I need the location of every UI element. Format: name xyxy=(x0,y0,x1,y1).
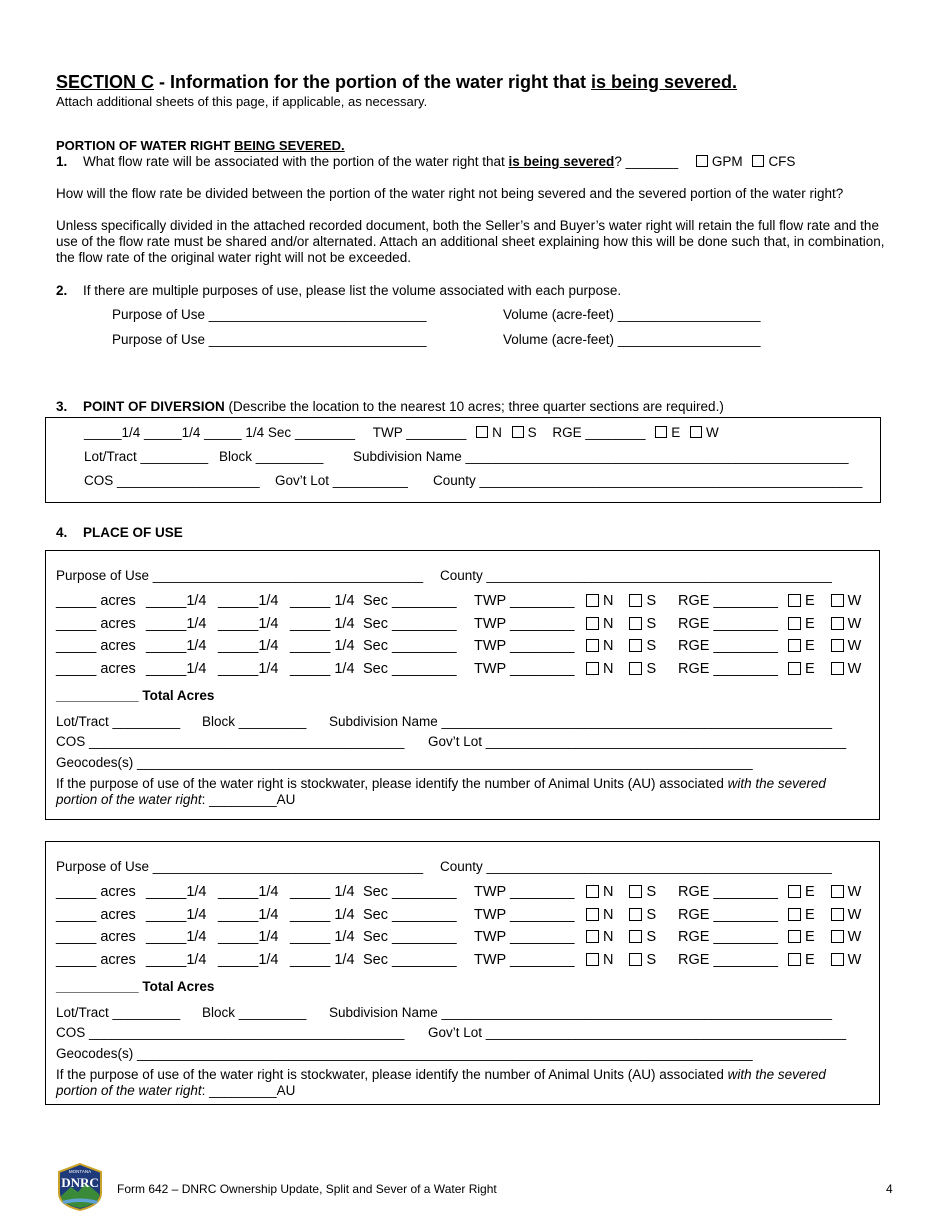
pou-south-label: S xyxy=(646,884,657,900)
pou-west-checkbox[interactable] xyxy=(831,930,844,943)
pou-north-checkbox[interactable] xyxy=(586,662,599,675)
pou-ns-group xyxy=(580,929,656,945)
pou-rge-field[interactable]: RGE ________ xyxy=(678,615,778,632)
pod-county-field[interactable]: County ___________________________________________________ xyxy=(433,473,863,488)
pou-east-checkbox[interactable] xyxy=(788,930,801,943)
pou-acres-field[interactable]: _____ acres xyxy=(56,906,136,923)
pou-east-checkbox[interactable] xyxy=(788,662,801,675)
section-title xyxy=(56,72,737,93)
pou-ew-group xyxy=(782,638,861,654)
pou-south-label: S xyxy=(646,593,657,609)
pou-quarter-1-field[interactable]: _____1/4 xyxy=(146,929,207,945)
pou-south-checkbox[interactable] xyxy=(629,662,642,675)
pou-sec-field[interactable]: Sec ________ xyxy=(363,593,457,609)
pou-north-label: N xyxy=(603,906,614,923)
pou-ew-group xyxy=(782,593,861,609)
pou-west-wrapper xyxy=(825,884,862,900)
pou-quarter-1-field[interactable]: _____1/4 xyxy=(146,906,207,923)
pod-north-checkbox[interactable] xyxy=(476,426,488,438)
pou-ns-group xyxy=(580,884,656,900)
pou-lot-tract-field[interactable]: Lot/Tract _________ xyxy=(56,714,181,729)
pou-east-checkbox[interactable] xyxy=(788,594,801,607)
flow-question: How will the flow rate be divided between the portion of the water right not being severed and the severed portion of the water right? xyxy=(56,186,844,201)
pou-west-wrapper xyxy=(825,616,862,632)
pou-twp-field[interactable]: TWP ________ xyxy=(474,660,575,677)
pou-quarter-3-field[interactable]: _____ 1/4 xyxy=(290,929,355,945)
pou-animal-units-field[interactable]: : _________AU xyxy=(201,1083,296,1098)
pou-south-checkbox[interactable] xyxy=(629,617,642,630)
q1-number: 1. xyxy=(56,154,68,169)
pou-quarter-2-field[interactable]: _____1/4 xyxy=(218,593,279,609)
pou-north-label: N xyxy=(603,951,614,968)
pou-geocodes-field[interactable]: Geocodes(s) __________________________________________________________________________________ xyxy=(56,1046,753,1061)
pou-north-label: N xyxy=(603,929,614,945)
volume-field-1[interactable]: Volume (acre-feet) ___________________ xyxy=(503,307,761,322)
pou-stockwater-italic: with the severed xyxy=(727,1067,826,1082)
question-1 xyxy=(56,154,795,169)
pou-east-label: E xyxy=(805,929,815,945)
pou-south-wrapper xyxy=(623,952,656,968)
pou-west-checkbox[interactable] xyxy=(831,617,844,630)
pod-subdivision-field[interactable]: Subdivision Name ___________________________________________________ xyxy=(353,449,849,464)
pou-north-label: N xyxy=(603,615,614,632)
logo-text: DNRC xyxy=(61,1175,99,1190)
pou-north-checkbox[interactable] xyxy=(586,908,599,921)
pou-west-wrapper xyxy=(825,593,862,609)
pou-acres-field[interactable]: _____ acres xyxy=(56,951,136,968)
pou-west-checkbox[interactable] xyxy=(831,953,844,966)
q2-text: If there are multiple purposes of use, please list the volume associated with each purpose. xyxy=(83,283,622,298)
section-title-emphasis: is being severed. xyxy=(590,72,738,92)
pou-county-field[interactable]: County ______________________________________________ xyxy=(440,568,832,583)
flow-rate-field[interactable]: ? _______ xyxy=(614,154,679,169)
pou-block-field[interactable]: Block _________ xyxy=(202,1005,307,1020)
pou-south-wrapper xyxy=(623,593,656,609)
volume-field-2[interactable]: Volume (acre-feet) ___________________ xyxy=(503,332,761,347)
pou-north-checkbox[interactable] xyxy=(586,953,599,966)
pou-ns-group xyxy=(580,593,656,609)
pou-purpose-field[interactable]: Purpose of Use ____________________________________ xyxy=(56,568,424,583)
pod-lot-tract-field[interactable]: Lot/Tract _________ xyxy=(84,449,209,464)
pou-west-wrapper xyxy=(825,952,862,968)
pod-quarters-field[interactable]: _____1/4 _____1/4 _____ 1/4 Sec ________ xyxy=(84,425,356,440)
pou-stockwater-question xyxy=(56,1067,866,1099)
pou-quarter-3-field[interactable]: _____ 1/4 xyxy=(290,884,355,900)
cfs-label: CFS xyxy=(768,154,796,169)
pou-north-checkbox[interactable] xyxy=(586,639,599,652)
footer-page-number: 4 xyxy=(886,1182,893,1196)
pou-quarter-3-field[interactable]: _____ 1/4 xyxy=(290,906,355,923)
pou-sec-field[interactable]: Sec ________ xyxy=(363,660,457,677)
pod-twp-field[interactable]: TWP ________ xyxy=(372,425,467,440)
pou-ew-group xyxy=(782,952,861,968)
pou-quarter-2-field[interactable]: _____1/4 xyxy=(218,615,279,632)
section-subtitle: Attach additional sheets of this page, if applicable, as necessary. xyxy=(56,94,428,109)
pou-county-field[interactable]: County ______________________________________________ xyxy=(440,859,832,874)
pou-south-wrapper xyxy=(623,907,656,923)
pod-block-field[interactable]: Block _________ xyxy=(219,449,324,464)
pod-legal-description xyxy=(84,425,719,440)
pod-south-label: S xyxy=(527,425,537,440)
pou-purpose-field[interactable]: Purpose of Use ____________________________________ xyxy=(56,859,424,874)
pou-ew-group xyxy=(782,907,861,923)
q3-number: 3. xyxy=(56,399,68,414)
purpose-of-use-field-2[interactable]: Purpose of Use _____________________________ xyxy=(112,332,427,347)
pou-sec-field[interactable]: Sec ________ xyxy=(363,906,457,923)
pou-sec-field[interactable]: Sec ________ xyxy=(363,638,457,654)
pou-subdivision-field[interactable]: Subdivision Name ____________________________________________________ xyxy=(329,1005,832,1020)
pou-quarter-2-field[interactable]: _____1/4 xyxy=(218,884,279,900)
pou-south-wrapper xyxy=(623,616,656,632)
pou-ew-group xyxy=(782,929,861,945)
pou-stockwater-question xyxy=(56,776,866,808)
pou-quarter-1-field[interactable]: _____1/4 xyxy=(146,884,207,900)
pou-south-checkbox[interactable] xyxy=(629,594,642,607)
place-of-use-box xyxy=(45,841,880,1105)
pou-north-label: N xyxy=(603,660,614,677)
portion-heading xyxy=(56,138,345,153)
pou-ns-group xyxy=(580,952,656,968)
pou-south-checkbox[interactable] xyxy=(629,885,642,898)
pou-total-acres-label: Total Acres xyxy=(138,979,215,994)
pou-quarter-2-field[interactable]: _____1/4 xyxy=(218,906,279,923)
pou-acres-field[interactable]: _____ acres xyxy=(56,638,136,654)
pou-west-wrapper xyxy=(825,638,862,654)
pou-total-acres-label: Total Acres xyxy=(138,688,215,703)
pou-quarter-3-field[interactable]: _____ 1/4 xyxy=(290,638,355,654)
pou-north-checkbox[interactable] xyxy=(586,617,599,630)
pou-west-label: W xyxy=(847,638,862,654)
pou-ew-group xyxy=(782,884,861,900)
pou-lot-tract-field[interactable]: Lot/Tract _________ xyxy=(56,1005,181,1020)
pou-north-checkbox[interactable] xyxy=(586,594,599,607)
pou-east-checkbox[interactable] xyxy=(788,953,801,966)
pou-rge-field[interactable]: RGE ________ xyxy=(678,929,778,945)
pou-sec-field[interactable]: Sec ________ xyxy=(363,884,457,900)
pod-govt-lot-field[interactable]: Gov’t Lot __________ xyxy=(275,473,408,488)
pod-title: POINT OF DIVERSION xyxy=(83,399,225,414)
gpm-label: GPM xyxy=(711,154,743,169)
pou-rge-field[interactable]: RGE ________ xyxy=(678,951,778,968)
pod-description: (Describe the location to the nearest 10 acres; three quarter sections are required.) xyxy=(224,399,724,414)
pou-subdivision-field[interactable]: Subdivision Name ____________________________________________________ xyxy=(329,714,832,729)
pou-south-wrapper xyxy=(623,929,656,945)
pou-west-label: W xyxy=(847,906,862,923)
pou-east-label: E xyxy=(805,638,815,654)
pou-west-wrapper xyxy=(825,907,862,923)
pou-quarter-3-field[interactable]: _____ 1/4 xyxy=(290,951,355,968)
pou-ns-group xyxy=(580,616,656,632)
pou-animal-units-field[interactable]: : _________AU xyxy=(201,792,296,807)
pou-ns-group xyxy=(580,907,656,923)
pou-cos-field[interactable]: COS __________________________________________ xyxy=(56,734,405,749)
pou-north-label: N xyxy=(603,638,614,654)
pou-north-label: N xyxy=(603,593,614,609)
pou-south-checkbox[interactable] xyxy=(629,953,642,966)
pou-quarter-1-field[interactable]: _____1/4 xyxy=(146,638,207,654)
pou-twp-field[interactable]: TWP ________ xyxy=(474,951,575,968)
pou-twp-field[interactable]: TWP ________ xyxy=(474,929,575,945)
pou-quarter-2-field[interactable]: _____1/4 xyxy=(218,929,279,945)
pou-west-wrapper xyxy=(825,929,862,945)
footer-form-title: Form 642 – DNRC Ownership Update, Split and Sever of a Water Right xyxy=(117,1182,497,1196)
pod-east-label: E xyxy=(671,425,681,440)
pou-east-label: E xyxy=(805,615,815,632)
pou-east-checkbox[interactable] xyxy=(788,908,801,921)
pou-stockwater-italic-2: portion of the water right xyxy=(56,792,202,807)
pou-stockwater-text: If the purpose of use of the water right is stockwater, please identify the number of Animal Units (AU) associated xyxy=(56,776,728,791)
pou-quarter-3-field[interactable]: _____ 1/4 xyxy=(290,660,355,677)
pou-west-label: W xyxy=(847,884,862,900)
pou-govt-lot-field[interactable]: Gov’t Lot ________________________________________________ xyxy=(428,734,847,749)
pou-south-label: S xyxy=(646,906,657,923)
pou-quarter-2-field[interactable]: _____1/4 xyxy=(218,638,279,654)
pou-south-label: S xyxy=(646,951,657,968)
pou-west-label: W xyxy=(847,951,862,968)
pou-east-checkbox[interactable] xyxy=(788,885,801,898)
pou-quarter-1-field[interactable]: _____1/4 xyxy=(146,660,207,677)
pou-acres-field[interactable]: _____ acres xyxy=(56,929,136,945)
pou-north-label: N xyxy=(603,884,614,900)
pou-south-label: S xyxy=(646,929,657,945)
pod-east-checkbox[interactable] xyxy=(655,426,667,438)
pou-west-label: W xyxy=(847,929,862,945)
q1-text: What flow rate will be associated with the portion of the water right that xyxy=(83,154,509,169)
pou-rge-field[interactable]: RGE ________ xyxy=(678,884,778,900)
place-of-use-title: PLACE OF USE xyxy=(83,525,183,540)
pou-acres-field[interactable]: _____ acres xyxy=(56,660,136,677)
section-title-text: - Information for the portion of the water right that xyxy=(154,72,591,92)
pou-sec-field[interactable]: Sec ________ xyxy=(363,615,457,632)
pou-west-label: W xyxy=(847,593,862,609)
section-label: SECTION C xyxy=(56,72,155,92)
pou-west-checkbox[interactable] xyxy=(831,885,844,898)
pod-west-checkbox[interactable] xyxy=(690,426,702,438)
pou-south-wrapper xyxy=(623,661,656,677)
pou-north-checkbox[interactable] xyxy=(586,930,599,943)
pou-ns-group xyxy=(580,661,656,677)
pou-west-label: W xyxy=(847,615,862,632)
pod-north-label: N xyxy=(492,425,502,440)
flow-note: Unless specifically divided in the attached recorded document, both the Seller’s and Buyer’s water right will retain the full flow rate and the use of the flow rate must be shared and/or alternated. Attach an additional sheet explaining how this will be done such that, in combination, the flow rate of the original water right will not be exceeded. xyxy=(56,218,885,265)
pou-sec-field[interactable]: Sec ________ xyxy=(363,929,457,945)
pou-quarter-2-field[interactable]: _____1/4 xyxy=(218,660,279,677)
pou-quarter-1-field[interactable]: _____1/4 xyxy=(146,951,207,968)
pou-cos-field[interactable]: COS __________________________________________ xyxy=(56,1025,405,1040)
portion-heading-b: BEING SEVERED. xyxy=(234,138,345,153)
pou-south-label: S xyxy=(646,660,657,677)
pou-acres-field[interactable]: _____ acres xyxy=(56,593,136,609)
question-2 xyxy=(56,283,621,298)
purpose-of-use-field-1[interactable]: Purpose of Use _____________________________ xyxy=(112,307,427,322)
pod-west-label: W xyxy=(706,425,719,440)
pou-ns-group xyxy=(580,638,656,654)
pou-west-checkbox[interactable] xyxy=(831,908,844,921)
pou-west-checkbox[interactable] xyxy=(831,594,844,607)
q1-emphasis: is being severed xyxy=(508,154,615,169)
pou-acres-field[interactable]: _____ acres xyxy=(56,884,136,900)
cfs-checkbox[interactable] xyxy=(752,155,764,167)
pou-twp-field[interactable]: TWP ________ xyxy=(474,638,575,654)
pou-total-acres xyxy=(56,979,214,994)
pou-block-field[interactable]: Block _________ xyxy=(202,714,307,729)
pou-twp-field[interactable]: TWP ________ xyxy=(474,906,575,923)
pou-quarter-1-field[interactable]: _____1/4 xyxy=(146,593,207,609)
pou-rge-field[interactable]: RGE ________ xyxy=(678,638,778,654)
pou-stockwater-italic: with the severed xyxy=(727,776,826,791)
pou-east-label: E xyxy=(805,951,815,968)
pou-east-label: E xyxy=(805,906,815,923)
pou-east-label: E xyxy=(805,593,815,609)
pou-total-acres-field[interactable]: ___________ xyxy=(56,688,139,703)
dnrc-logo xyxy=(56,1163,104,1211)
pou-south-checkbox[interactable] xyxy=(629,908,642,921)
q2-number: 2. xyxy=(56,283,68,298)
pou-total-acres xyxy=(56,688,214,703)
pou-geocodes-field[interactable]: Geocodes(s) __________________________________________________________________________________ xyxy=(56,755,753,770)
question-4 xyxy=(56,525,183,540)
pou-sec-field[interactable]: Sec ________ xyxy=(363,951,457,968)
pou-south-wrapper xyxy=(623,638,656,654)
pou-quarter-3-field[interactable]: _____ 1/4 xyxy=(290,615,355,632)
question-3 xyxy=(56,399,724,414)
pod-south-checkbox[interactable] xyxy=(512,426,524,438)
pou-south-wrapper xyxy=(623,884,656,900)
pou-west-checkbox[interactable] xyxy=(831,662,844,675)
portion-heading-a: PORTION OF WATER RIGHT xyxy=(56,138,235,153)
pou-rge-field[interactable]: RGE ________ xyxy=(678,660,778,677)
pou-twp-field[interactable]: TWP ________ xyxy=(474,593,575,609)
pou-twp-field[interactable]: TWP ________ xyxy=(474,884,575,900)
pou-acres-field[interactable]: _____ acres xyxy=(56,615,136,632)
pou-east-label: E xyxy=(805,660,815,677)
pou-stockwater-italic-2: portion of the water right xyxy=(56,1083,202,1098)
pou-south-label: S xyxy=(646,638,657,654)
pou-south-checkbox[interactable] xyxy=(629,639,642,652)
pou-east-checkbox[interactable] xyxy=(788,617,801,630)
pou-east-label: E xyxy=(805,884,815,900)
pou-quarter-3-field[interactable]: _____ 1/4 xyxy=(290,593,355,609)
pou-south-label: S xyxy=(646,615,657,632)
pou-govt-lot-field[interactable]: Gov’t Lot ________________________________________________ xyxy=(428,1025,847,1040)
logo-state-text: MONTANA xyxy=(68,1169,92,1174)
pou-quarter-1-field[interactable]: _____1/4 xyxy=(146,615,207,632)
pou-north-checkbox[interactable] xyxy=(586,885,599,898)
pou-quarter-2-field[interactable]: _____1/4 xyxy=(218,951,279,968)
pou-rge-field[interactable]: RGE ________ xyxy=(678,593,778,609)
pou-west-wrapper xyxy=(825,661,862,677)
pou-ew-group xyxy=(782,661,861,677)
pou-west-label: W xyxy=(847,660,862,677)
pou-rge-field[interactable]: RGE ________ xyxy=(678,906,778,923)
pou-west-checkbox[interactable] xyxy=(831,639,844,652)
gpm-checkbox[interactable] xyxy=(696,155,708,167)
pou-east-checkbox[interactable] xyxy=(788,639,801,652)
pod-rge-field[interactable]: RGE ________ xyxy=(552,425,646,440)
pou-total-acres-field[interactable]: ___________ xyxy=(56,979,139,994)
q4-number: 4. xyxy=(56,525,68,540)
pou-south-checkbox[interactable] xyxy=(629,930,642,943)
pou-ew-group xyxy=(782,616,861,632)
pou-twp-field[interactable]: TWP ________ xyxy=(474,615,575,632)
pou-stockwater-text: If the purpose of use of the water right is stockwater, please identify the number of Animal Units (AU) associated xyxy=(56,1067,728,1082)
pod-cos-field[interactable]: COS ___________________ xyxy=(84,473,260,488)
